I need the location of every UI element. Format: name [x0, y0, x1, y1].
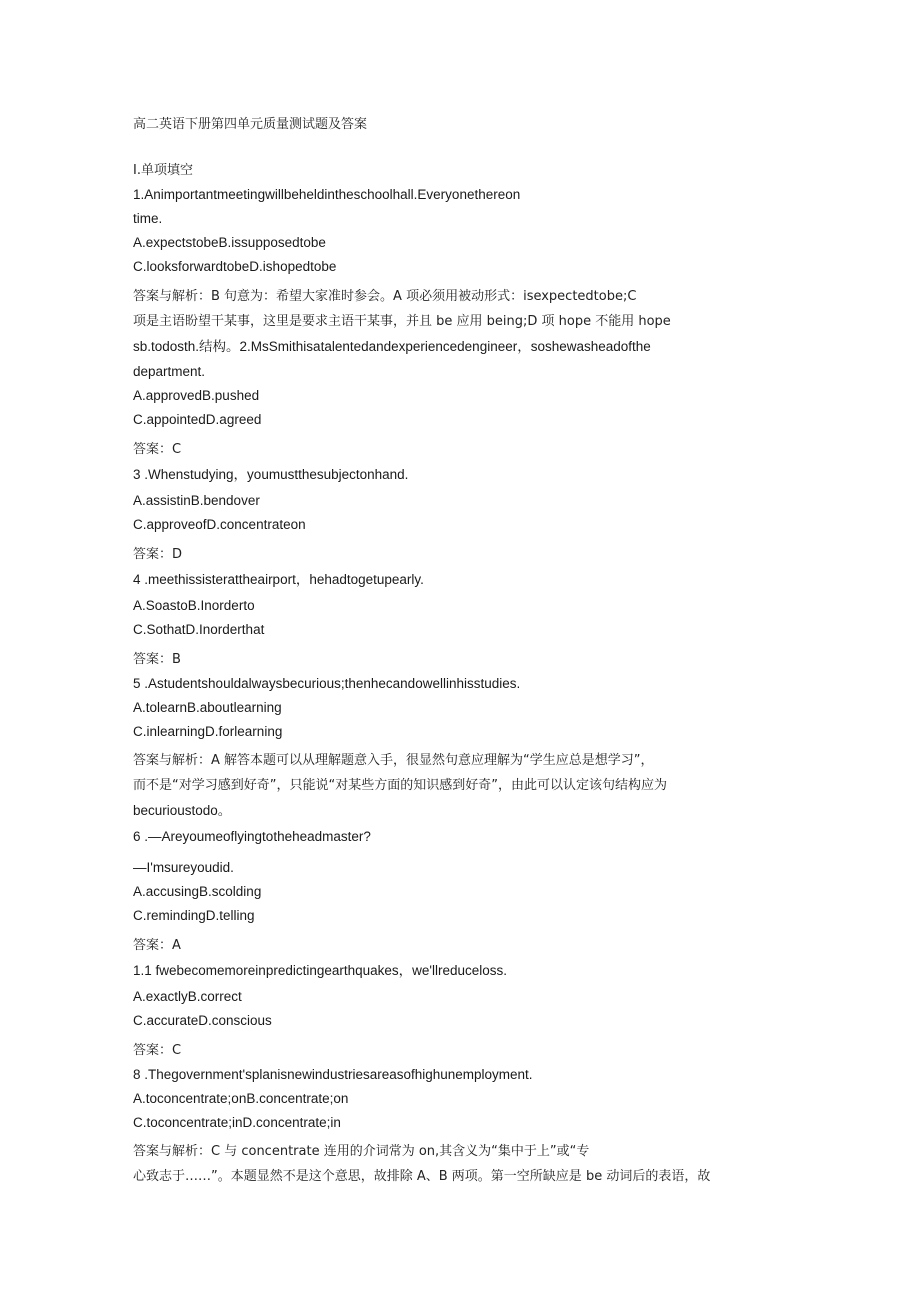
text-line: A.exactlyB.correct — [133, 989, 242, 1004]
text-line: 而不是“对学习感到好奇”，只能说“对某些方面的知识感到好奇”，由此可以认定该句结构应为 — [133, 778, 667, 793]
text-line: C.accurateD.conscious — [133, 1013, 272, 1028]
text-line: 答案与解析：C 与 concentrate 连用的介词常为 on,其含义为“集中于上”或“专 — [133, 1144, 590, 1159]
section-heading: I.单项填空 — [133, 163, 193, 178]
text-line: 6 .—Areyoumeoflyingtotheheadmaster? — [133, 829, 371, 844]
text-line: 答案：C — [133, 1043, 182, 1058]
text-line: C.looksforwardtobeD.ishopedtobe — [133, 259, 337, 274]
text-line: 答案：C — [133, 442, 182, 457]
text-line: —I'msureyoudid. — [133, 860, 234, 875]
text-line: 8 .Thegovernment'splanisnewindustriesareasofhighunemployment. — [133, 1067, 533, 1082]
text-line: sb.todosth.结构。2.MsSmithisatalentedandexperiencedengineer，soshewasheadofthe — [133, 339, 651, 354]
text-line: time. — [133, 211, 163, 226]
text-line: C.SothatD.Inorderthat — [133, 622, 265, 637]
text-line: 答案：A — [133, 938, 181, 953]
text-line: A.tolearnB.aboutlearning — [133, 700, 282, 715]
text-line: 答案：D — [133, 547, 183, 562]
text-line: A.approvedB.pushed — [133, 388, 260, 403]
document-title: 高二英语下册第四单元质量测试题及答案 — [133, 117, 368, 132]
text-line: becurioustodo。 — [133, 803, 232, 818]
text-line: 3 .Whenstudying，youmustthesubjectonhand. — [133, 467, 409, 482]
text-line: C.remindingD.telling — [133, 908, 255, 923]
text-line: A.toconcentrate;onB.concentrate;on — [133, 1091, 349, 1106]
text-line: 4 .meethissisterattheairport，hehadtogetupearly. — [133, 572, 424, 587]
text-line: 心致志于……”。本题显然不是这个意思，故排除 A、B 两项。第一空所缺应是 be 动词后的表语，故 — [133, 1169, 711, 1184]
text-line: A.accusingB.scolding — [133, 884, 262, 899]
text-line: A.assistinB.bendover — [133, 493, 260, 508]
text-line: C.approveofD.concentrateon — [133, 517, 306, 532]
text-line: 1.Animportantmeetingwillbeheldintheschoolhall.Everyonethereon — [133, 187, 521, 202]
text-line: 1.1 fwebecomemoreinpredictingearthquakes，we'llreduceloss. — [133, 963, 508, 978]
text-line: 答案：B — [133, 652, 181, 667]
text-line: 答案与解析：A 解答本题可以从理解题意入手，很显然句意应理解为“学生应总是想学习”， — [133, 753, 654, 768]
text-line: C.appointedD.agreed — [133, 412, 262, 427]
text-line: C.inlearningD.forlearning — [133, 724, 283, 739]
text-line: 5 .Astudentshouldalwaysbecurious;thenhecandowellinhisstudies. — [133, 676, 521, 691]
text-line: A.SoastoB.Inorderto — [133, 598, 255, 613]
text-line: C.toconcentrate;inD.concentrate;in — [133, 1115, 341, 1130]
text-line: 项是主语盼望干某事，这里是要求主语干某事，并且 be 应用 being;D 项 hope 不能用 hope — [133, 314, 671, 329]
text-line: 答案与解析：B 句意为：希望大家准时参会。A 项必须用被动形式：isexpectedtobe;C — [133, 289, 637, 304]
text-line: A.expectstobeB.issupposedtobe — [133, 235, 326, 250]
text-line: department. — [133, 364, 206, 379]
